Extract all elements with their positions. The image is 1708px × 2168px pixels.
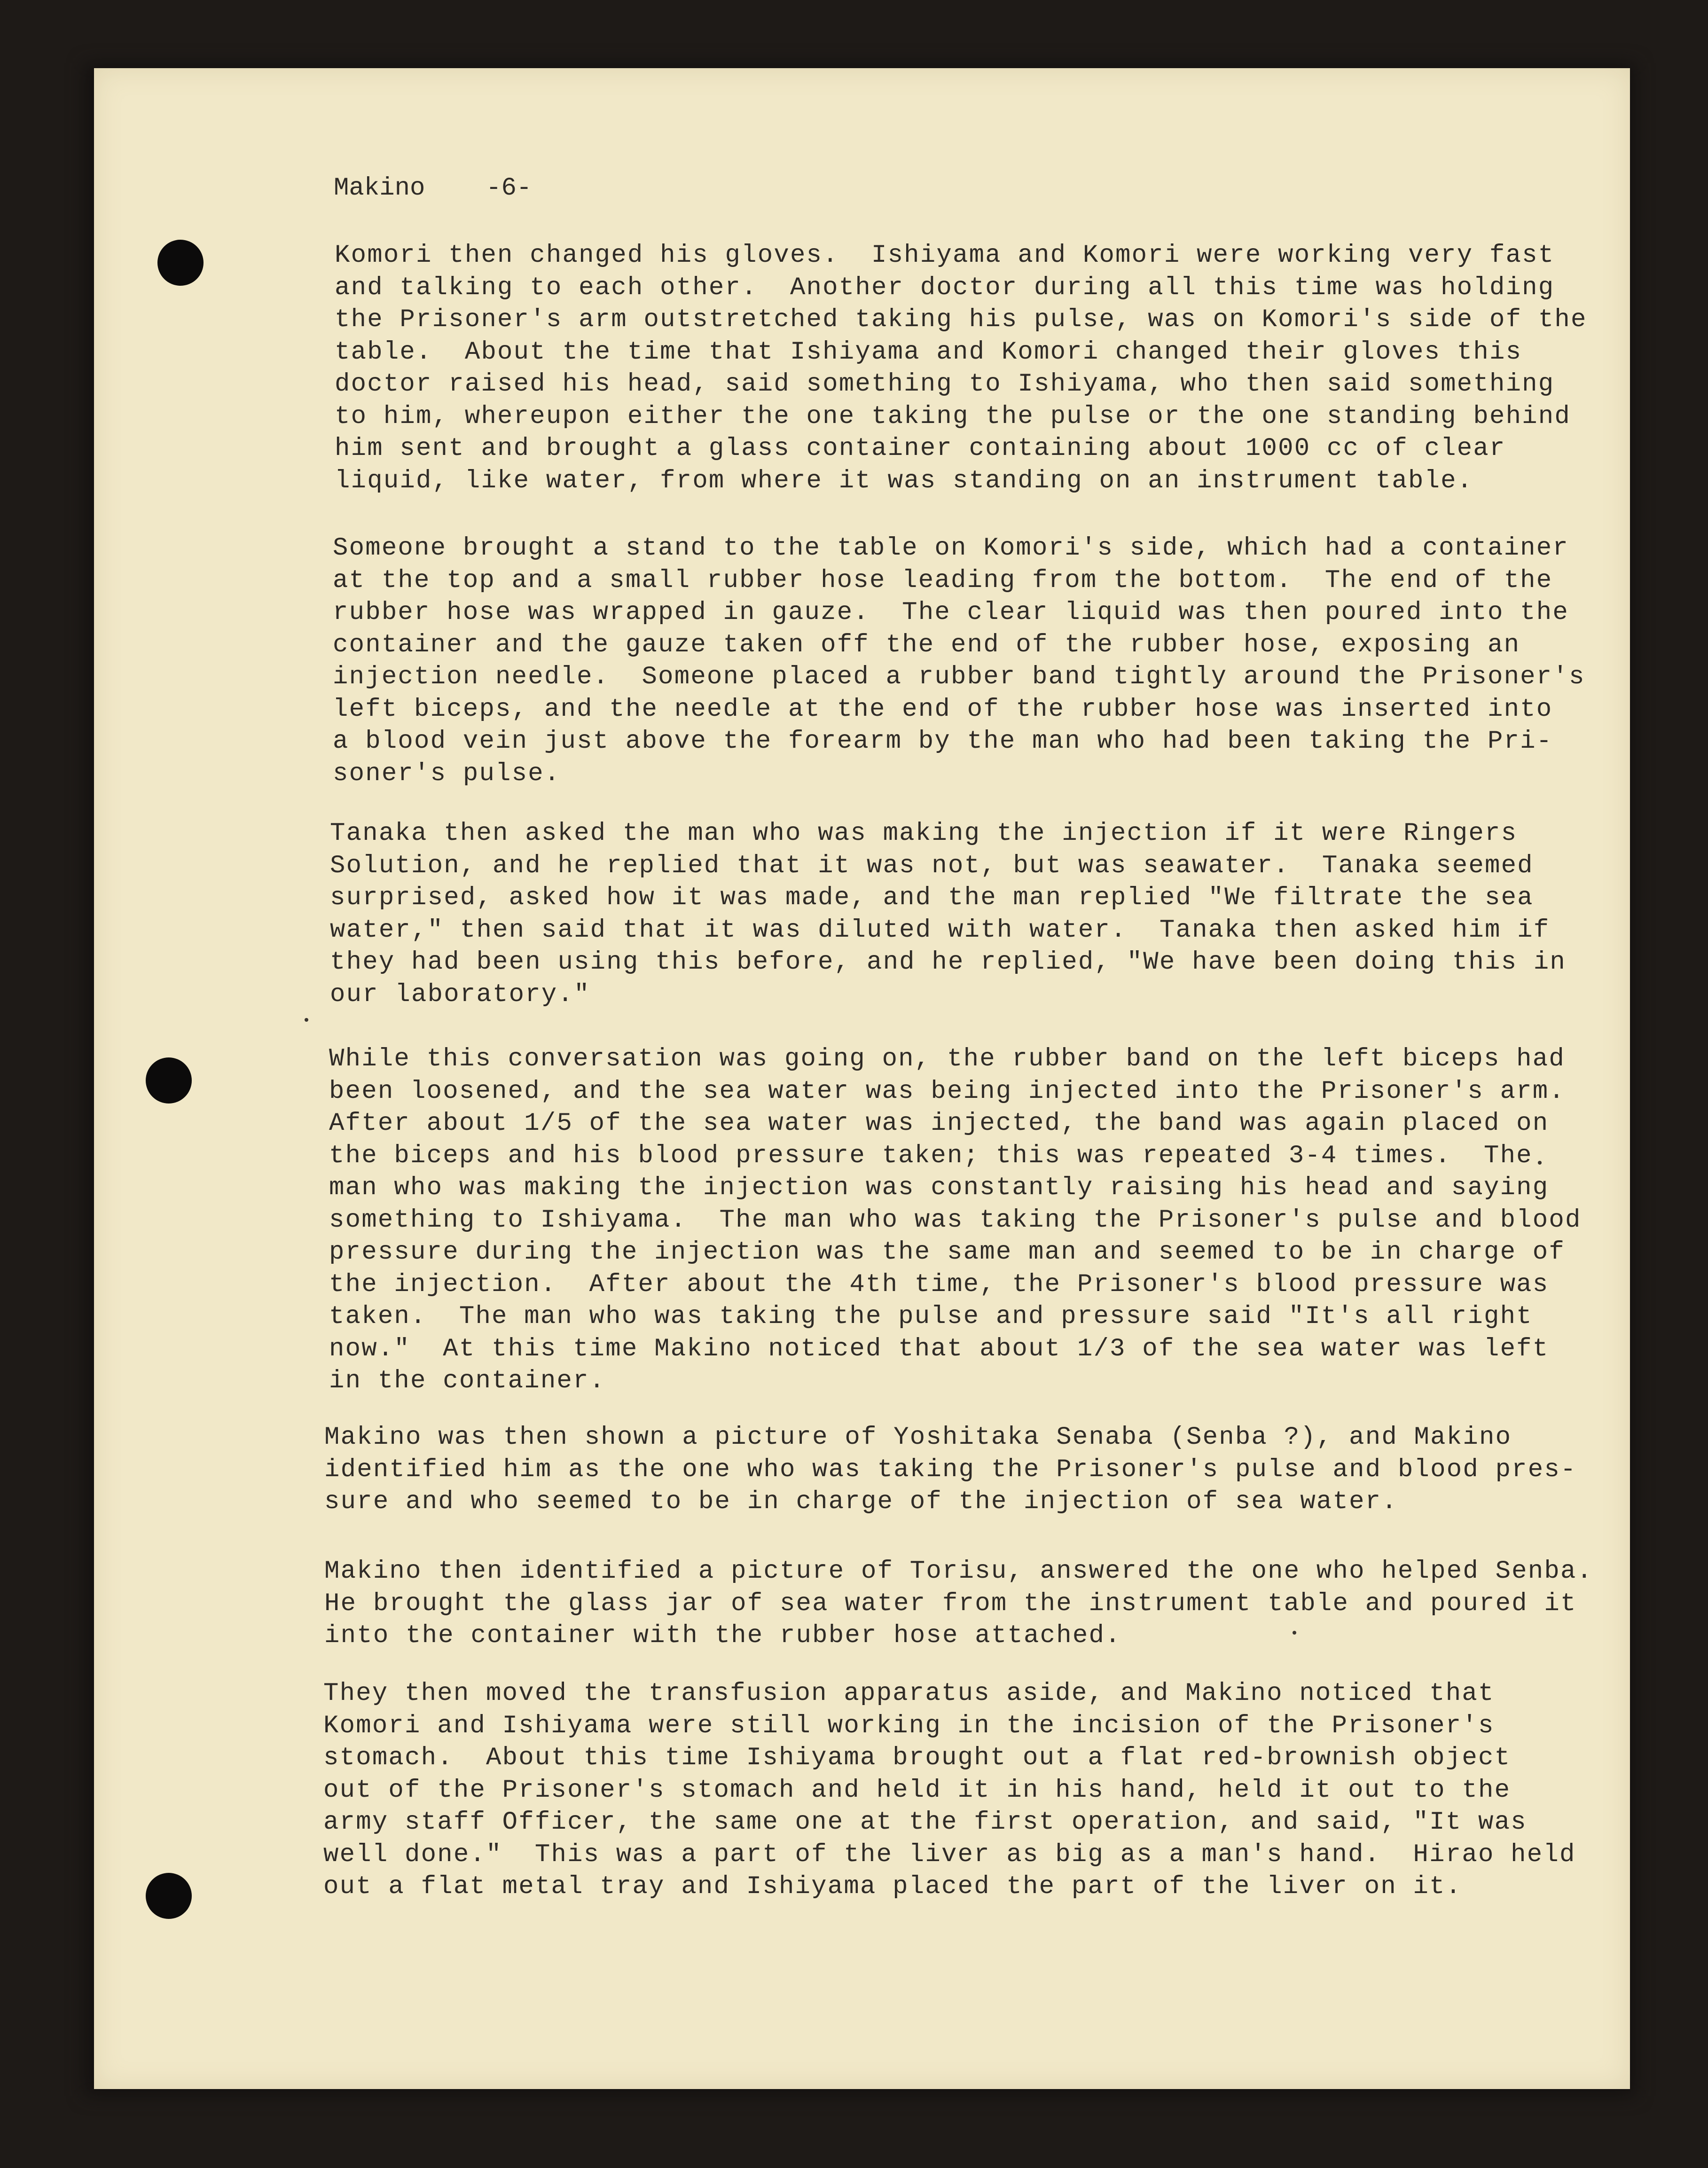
stray-typewriter-mark bbox=[305, 1018, 308, 1022]
stray-typewriter-mark bbox=[1293, 1631, 1296, 1635]
text-line: Tanaka then asked the man who was making the injection if it were Ringers bbox=[330, 819, 1518, 848]
text-line: Makino was then shown a picture of Yoshitaka Senaba (Senba ?), and Makino bbox=[324, 1423, 1512, 1452]
page-number: -6- bbox=[486, 174, 532, 203]
text-line: left biceps, and the needle at the end of the rubber hose was inserted into bbox=[333, 695, 1553, 724]
punch-hole-middle bbox=[146, 1057, 192, 1104]
text-line: liquid, like water, from where it was standing on an instrument table. bbox=[335, 466, 1473, 495]
text-line: out a flat metal tray and Ishiyama placed the part of the liver on it. bbox=[323, 1872, 1462, 1901]
text-line: the Prisoner's arm outstretched taking his pulse, was on Komori's side of the bbox=[335, 305, 1587, 334]
text-line: Komori then changed his gloves. Ishiyama and Komori were working very fast bbox=[335, 241, 1555, 270]
text-line: He brought the glass jar of sea water from the instrument table and poured it bbox=[324, 1589, 1577, 1618]
text-line: surprised, asked how it was made, and the man replied "We filtrate the sea bbox=[330, 884, 1534, 912]
text-line: out of the Prisoner's stomach and held it in his hand, held it out to the bbox=[323, 1776, 1511, 1805]
paragraph-5 bbox=[324, 1422, 1577, 1518]
text-line: army staff Officer, the same one at the first operation, and said, "It was bbox=[323, 1808, 1527, 1837]
text-line: well done." This was a part of the liver as big as a man's hand. Hirao held bbox=[323, 1840, 1576, 1869]
text-line: at the top and a small rubber hose leading from the bottom. The end of the bbox=[333, 566, 1553, 595]
text-line: They then moved the transfusion apparatus aside, and Makino noticed that bbox=[323, 1679, 1495, 1708]
text-line: pressure during the injection was the same man and seemed to be in charge of bbox=[329, 1238, 1566, 1267]
text-line: the injection. After about the 4th time, the Prisoner's blood pressure was bbox=[329, 1270, 1549, 1299]
paragraph-2 bbox=[333, 532, 1585, 790]
text-line: to him, whereupon either the one taking the pulse or the one standing behind bbox=[335, 402, 1571, 431]
text-line: been loosened, and the sea water was being injected into the Prisoner's arm. bbox=[329, 1077, 1566, 1106]
text-line: rubber hose was wrapped in gauze. The clear liquid was then poured into the bbox=[333, 598, 1569, 627]
text-line: a blood vein just above the forearm by the man who had been taking the Pri- bbox=[333, 727, 1553, 756]
text-line: identified him as the one who was taking the Prisoner's pulse and blood pres- bbox=[324, 1455, 1577, 1484]
punch-hole-top bbox=[157, 240, 204, 286]
text-line: our laboratory." bbox=[330, 980, 590, 1009]
text-line: they had been using this before, and he replied, "We have been doing this in bbox=[330, 948, 1567, 977]
text-line: table. About the time that Ishiyama and Komori changed their gloves this bbox=[335, 337, 1522, 367]
text-line: doctor raised his head, said something to Ishiyama, who then said something bbox=[335, 370, 1555, 399]
text-line: While this conversation was going on, the rubber band on the left biceps had bbox=[329, 1045, 1566, 1073]
text-line: into the container with the rubber hose attached. bbox=[324, 1621, 1121, 1650]
text-line: him sent and brought a glass container containing about 1000 cc of clear bbox=[335, 434, 1506, 463]
text-line: stomach. About this time Ishiyama brought out a flat red-brownish object bbox=[323, 1744, 1511, 1772]
text-line: in the container. bbox=[329, 1367, 606, 1395]
paragraph-7 bbox=[323, 1678, 1576, 1903]
header-name: Makino bbox=[334, 174, 425, 203]
text-line: container and the gauze taken off the end of the rubber hose, exposing an bbox=[333, 630, 1520, 659]
text-line: the biceps and his blood pressure taken; this was repeated 3-4 times. The bbox=[329, 1141, 1533, 1170]
text-line: Solution, and he replied that it was not, but was seawater. Tanaka seemed bbox=[330, 851, 1534, 880]
text-line: soner's pulse. bbox=[333, 759, 561, 788]
text-line: sure and who seemed to be in charge of the injection of sea water. bbox=[324, 1487, 1398, 1516]
paragraph-1 bbox=[335, 240, 1587, 497]
text-line: and talking to each other. Another doctor during all this time was holding bbox=[335, 273, 1555, 302]
text-line: injection needle. Someone placed a rubber band tightly around the Prisoner's bbox=[333, 663, 1585, 691]
paragraph-4 bbox=[329, 1043, 1582, 1398]
text-line: now." At this time Makino noticed that about 1/3 of the sea water was left bbox=[329, 1334, 1549, 1363]
text-line: water," then said that it was diluted with water. Tanaka then asked him if bbox=[330, 916, 1550, 945]
punch-hole-bottom bbox=[146, 1873, 192, 1919]
paragraph-3 bbox=[330, 818, 1566, 1011]
page-header bbox=[334, 174, 532, 203]
text-line: After about 1/5 of the sea water was injected, the band was again placed on bbox=[329, 1109, 1549, 1138]
text-line: Makino then identified a picture of Torisu, answered the one who helped Senba. bbox=[324, 1557, 1593, 1586]
paragraph-6 bbox=[324, 1556, 1593, 1652]
text-line: Komori and Ishiyama were still working in the incision of the Prisoner's bbox=[323, 1711, 1495, 1740]
text-line: man who was making the injection was constantly raising his head and saying bbox=[329, 1174, 1549, 1202]
stray-typewriter-mark bbox=[1538, 1161, 1542, 1165]
text-line: Someone brought a stand to the table on Komori's side, which had a container bbox=[333, 534, 1569, 563]
text-line: taken. The man who was taking the pulse and pressure said "It's all right bbox=[329, 1302, 1533, 1331]
text-line: something to Ishiyama. The man who was taking the Prisoner's pulse and blood bbox=[329, 1205, 1582, 1235]
